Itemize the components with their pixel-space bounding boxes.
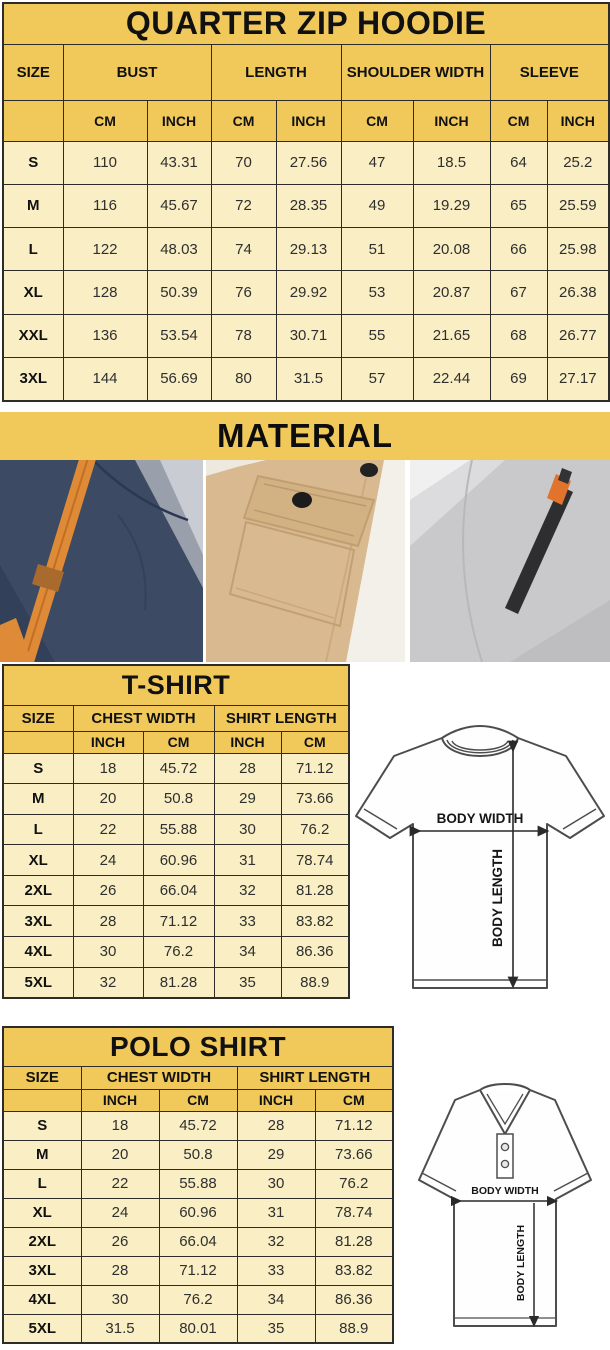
material-photo-navy-drawstring (0, 460, 203, 662)
value-cell: 50.8 (159, 1140, 237, 1169)
value-cell: 136 (63, 314, 147, 357)
hoodie-unit-inch: INCH (276, 100, 341, 141)
value-cell: 71.12 (315, 1111, 393, 1140)
value-cell: 69 (490, 357, 547, 400)
table-row (3, 1169, 393, 1198)
value-cell: 32 (73, 967, 143, 998)
value-cell: 18 (81, 1111, 159, 1140)
value-cell: 25.59 (547, 184, 609, 227)
value-cell: 24 (73, 845, 143, 876)
hoodie-col-header-shoulder-width: SHOULDER WIDTH (341, 44, 490, 100)
size-cell: L (3, 814, 73, 845)
hoodie-col-header-sleeve: SLEEVE (490, 44, 609, 100)
value-cell: 71.12 (143, 906, 214, 937)
value-cell: 20.08 (413, 228, 490, 271)
value-cell: 70 (211, 141, 276, 184)
table-row (3, 1314, 393, 1343)
value-cell: 24 (81, 1198, 159, 1227)
value-cell: 45.67 (147, 184, 211, 227)
tshirt-title: T-SHIRT (3, 665, 349, 705)
size-cell: S (3, 1111, 81, 1140)
polo-unit-cm: CM (315, 1089, 393, 1111)
value-cell: 68 (490, 314, 547, 357)
polo-title: POLO SHIRT (3, 1027, 393, 1066)
value-cell: 29.92 (276, 271, 341, 314)
size-cell: 2XL (3, 1227, 81, 1256)
table-row (3, 784, 349, 815)
value-cell: 28 (214, 753, 281, 784)
value-cell: 76.2 (143, 937, 214, 968)
table-row (3, 141, 609, 184)
value-cell: 81.28 (143, 967, 214, 998)
value-cell: 20.87 (413, 271, 490, 314)
tshirt-unit-cm: CM (281, 731, 349, 753)
table-row (3, 184, 609, 227)
size-cell: S (3, 753, 73, 784)
value-cell: 80 (211, 357, 276, 400)
value-cell: 56.69 (147, 357, 211, 400)
tshirt-col-header-chest-width: CHEST WIDTH (73, 705, 214, 731)
size-cell: XL (3, 271, 63, 314)
snap-button (360, 463, 378, 477)
value-cell: 27.17 (547, 357, 609, 400)
table-row (3, 1111, 393, 1140)
value-cell: 76.2 (315, 1169, 393, 1198)
value-cell: 30 (237, 1169, 315, 1198)
hoodie-unit-cm: CM (211, 100, 276, 141)
value-cell: 144 (63, 357, 147, 400)
value-cell: 28 (237, 1111, 315, 1140)
value-cell: 72 (211, 184, 276, 227)
value-cell: 29.13 (276, 228, 341, 271)
size-cell: 4XL (3, 1285, 81, 1314)
table-row (3, 228, 609, 271)
value-cell: 83.82 (315, 1256, 393, 1285)
tshirt-empty-header-cell (3, 731, 73, 753)
material-title: MATERIAL (216, 417, 394, 454)
value-cell: 67 (490, 271, 547, 314)
value-cell: 128 (63, 271, 147, 314)
value-cell: 33 (214, 906, 281, 937)
value-cell: 71.12 (159, 1256, 237, 1285)
value-cell: 49 (341, 184, 413, 227)
table-row (3, 1198, 393, 1227)
hoodie-title: QUARTER ZIP HOODIE (3, 3, 609, 44)
snap-button (292, 492, 312, 508)
polo-size-table (2, 1026, 394, 1344)
value-cell: 71.12 (281, 753, 349, 784)
size-cell: 4XL (3, 937, 73, 968)
value-cell: 76 (211, 271, 276, 314)
value-cell: 50.8 (143, 784, 214, 815)
value-cell: 27.56 (276, 141, 341, 184)
body-width-label: BODY WIDTH (436, 811, 524, 826)
value-cell: 20 (81, 1140, 159, 1169)
value-cell: 78 (211, 314, 276, 357)
value-cell: 18 (73, 753, 143, 784)
size-cell: XXL (3, 314, 63, 357)
hoodie-unit-cm: CM (341, 100, 413, 141)
size-cell: S (3, 141, 63, 184)
value-cell: 88.9 (281, 967, 349, 998)
table-row (3, 906, 349, 937)
value-cell: 31.5 (276, 357, 341, 400)
table-row (3, 314, 609, 357)
value-cell: 57 (341, 357, 413, 400)
size-cell: 3XL (3, 1256, 81, 1285)
hoodie-unit-cm: CM (63, 100, 147, 141)
tshirt-col-header-shirt-length: SHIRT LENGTH (214, 705, 349, 731)
size-cell: 3XL (3, 357, 63, 400)
value-cell: 81.28 (315, 1227, 393, 1256)
button (501, 1143, 508, 1150)
value-cell: 74 (211, 228, 276, 271)
value-cell: 73.66 (315, 1140, 393, 1169)
value-cell: 43.31 (147, 141, 211, 184)
value-cell: 50.39 (147, 271, 211, 314)
value-cell: 55.88 (159, 1169, 237, 1198)
value-cell: 60.96 (159, 1198, 237, 1227)
value-cell: 122 (63, 228, 147, 271)
value-cell: 51 (341, 228, 413, 271)
value-cell: 88.9 (315, 1314, 393, 1343)
tshirt-size-table (2, 664, 350, 999)
button (501, 1160, 508, 1167)
tshirt-unit-inch: INCH (73, 731, 143, 753)
value-cell: 53 (341, 271, 413, 314)
size-cell: XL (3, 845, 73, 876)
value-cell: 26 (81, 1227, 159, 1256)
table-row (3, 937, 349, 968)
value-cell: 76.2 (281, 814, 349, 845)
value-cell: 60.96 (143, 845, 214, 876)
value-cell: 64 (490, 141, 547, 184)
body-width-label: BODY WIDTH (471, 1185, 539, 1197)
hoodie-size-table (2, 2, 610, 402)
value-cell: 30.71 (276, 314, 341, 357)
value-cell: 22 (73, 814, 143, 845)
value-cell: 31 (237, 1198, 315, 1227)
table-row (3, 1285, 393, 1314)
value-cell: 48.03 (147, 228, 211, 271)
value-cell: 22 (81, 1169, 159, 1198)
value-cell: 19.29 (413, 184, 490, 227)
value-cell: 34 (237, 1285, 315, 1314)
value-cell: 86.36 (315, 1285, 393, 1314)
size-cell: L (3, 1169, 81, 1198)
value-cell: 31.5 (81, 1314, 159, 1343)
table-row (3, 1256, 393, 1285)
table-row (3, 845, 349, 876)
material-heading (0, 412, 610, 460)
table-row (3, 967, 349, 998)
value-cell: 30 (81, 1285, 159, 1314)
table-row (3, 875, 349, 906)
value-cell: 81.28 (281, 875, 349, 906)
polo-unit-inch: INCH (81, 1089, 159, 1111)
body-length-label: BODY LENGTH (490, 848, 505, 948)
value-cell: 20 (73, 784, 143, 815)
tshirt-outline (356, 726, 604, 988)
value-cell: 86.36 (281, 937, 349, 968)
value-cell: 29 (237, 1140, 315, 1169)
table-row (3, 1140, 393, 1169)
size-cell: XL (3, 1198, 81, 1227)
table-row (3, 271, 609, 314)
value-cell: 33 (237, 1256, 315, 1285)
hoodie-unit-inch: INCH (547, 100, 609, 141)
value-cell: 35 (237, 1314, 315, 1343)
tshirt-measurement-diagram (350, 698, 610, 1016)
value-cell: 21.65 (413, 314, 490, 357)
value-cell: 76.2 (159, 1285, 237, 1314)
material-photo-khaki-pocket (206, 460, 405, 662)
table-row (3, 814, 349, 845)
value-cell: 28.35 (276, 184, 341, 227)
table-row (3, 357, 609, 400)
value-cell: 18.5 (413, 141, 490, 184)
hoodie-col-header-bust: BUST (63, 44, 211, 100)
size-cell: L (3, 228, 63, 271)
tshirt-unit-cm: CM (143, 731, 214, 753)
size-cell: M (3, 784, 73, 815)
value-cell: 66 (490, 228, 547, 271)
size-cell: M (3, 1140, 81, 1169)
table-row (3, 1227, 393, 1256)
value-cell: 32 (237, 1227, 315, 1256)
tshirt-col-header-size: SIZE (3, 705, 73, 731)
polo-col-header-chest-width: CHEST WIDTH (81, 1066, 237, 1089)
polo-measurement-diagram (396, 1060, 610, 1350)
value-cell: 53.54 (147, 314, 211, 357)
value-cell: 26.77 (547, 314, 609, 357)
value-cell: 73.66 (281, 784, 349, 815)
value-cell: 28 (81, 1256, 159, 1285)
table-row (3, 753, 349, 784)
value-cell: 78.74 (315, 1198, 393, 1227)
polo-unit-cm: CM (159, 1089, 237, 1111)
value-cell: 34 (214, 937, 281, 968)
value-cell: 29 (214, 784, 281, 815)
value-cell: 55.88 (143, 814, 214, 845)
hoodie-empty-header-cell (3, 100, 63, 141)
value-cell: 30 (214, 814, 281, 845)
tshirt-unit-inch: INCH (214, 731, 281, 753)
value-cell: 45.72 (143, 753, 214, 784)
value-cell: 45.72 (159, 1111, 237, 1140)
value-cell: 35 (214, 967, 281, 998)
value-cell: 83.82 (281, 906, 349, 937)
placket (497, 1134, 513, 1178)
body-length-label: BODY LENGTH (515, 1224, 527, 1302)
value-cell: 55 (341, 314, 413, 357)
value-cell: 65 (490, 184, 547, 227)
hoodie-unit-inch: INCH (147, 100, 211, 141)
size-cell: M (3, 184, 63, 227)
value-cell: 110 (63, 141, 147, 184)
value-cell: 26.38 (547, 271, 609, 314)
material-photo-gray-zipper (410, 460, 610, 662)
value-cell: 32 (214, 875, 281, 906)
value-cell: 31 (214, 845, 281, 876)
value-cell: 25.2 (547, 141, 609, 184)
polo-empty-header-cell (3, 1089, 81, 1111)
value-cell: 25.98 (547, 228, 609, 271)
hoodie-col-header-length: LENGTH (211, 44, 341, 100)
value-cell: 66.04 (143, 875, 214, 906)
size-cell: 2XL (3, 875, 73, 906)
size-cell: 5XL (3, 967, 73, 998)
polo-unit-inch: INCH (237, 1089, 315, 1111)
value-cell: 80.01 (159, 1314, 237, 1343)
value-cell: 26 (73, 875, 143, 906)
hoodie-unit-cm: CM (490, 100, 547, 141)
hoodie-col-header-size: SIZE (3, 44, 63, 100)
value-cell: 66.04 (159, 1227, 237, 1256)
value-cell: 22.44 (413, 357, 490, 400)
value-cell: 28 (73, 906, 143, 937)
value-cell: 47 (341, 141, 413, 184)
size-cell: 5XL (3, 1314, 81, 1343)
hoodie-unit-inch: INCH (413, 100, 490, 141)
value-cell: 78.74 (281, 845, 349, 876)
size-cell: 3XL (3, 906, 73, 937)
polo-col-header-size: SIZE (3, 1066, 81, 1089)
material-photos (0, 460, 610, 662)
value-cell: 30 (73, 937, 143, 968)
value-cell: 116 (63, 184, 147, 227)
collar-top (480, 1084, 530, 1090)
polo-col-header-shirt-length: SHIRT LENGTH (237, 1066, 393, 1089)
